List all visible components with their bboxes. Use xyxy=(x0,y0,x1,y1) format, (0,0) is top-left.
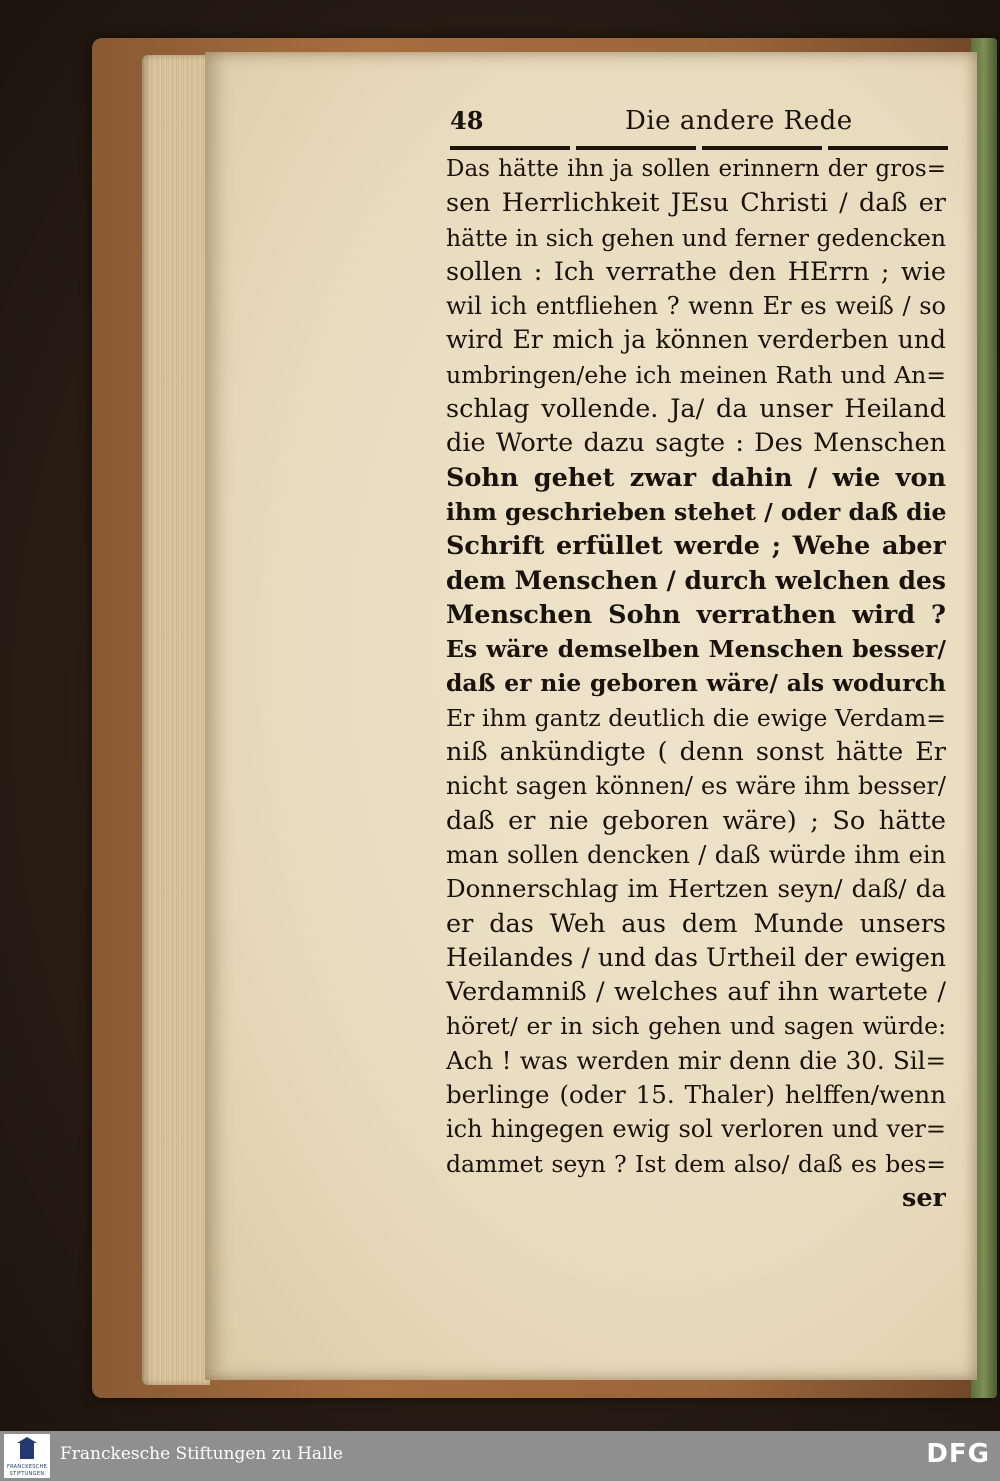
text-line: Das hätte ihn ja sollen erinnern der gros= xyxy=(446,156,946,182)
text-line: Verdamniß / welches auf ihn wartete / xyxy=(446,977,946,1008)
franckesche-stiftungen-logo[interactable] xyxy=(4,1434,50,1478)
logo-text: FRANCKESCHE xyxy=(6,1464,48,1470)
text-line: ihm geschrieben stehet / oder daß die xyxy=(446,497,946,526)
dfg-logo[interactable]: DFG xyxy=(926,1439,990,1469)
text-line: dem Menschen / durch welchen des xyxy=(446,565,946,595)
building-icon-body xyxy=(20,1441,34,1459)
page-number: 48 xyxy=(450,106,484,135)
text-line: Ach ! was werden mir denn die 30. Sil= xyxy=(446,1045,946,1075)
text-line: höret/ er in sich gehen und sagen würde: xyxy=(446,1012,946,1041)
body-text xyxy=(446,152,946,1215)
running-head: Die andere Rede xyxy=(625,106,853,136)
text-line: Donnerschlag im Hertzen seyn/ daß/ da xyxy=(446,874,946,904)
text-line: Es wäre demselben Menschen besser/ xyxy=(446,635,946,664)
text-line: die Worte dazu sagte : Des Menschen xyxy=(446,428,946,459)
institution-name[interactable]: Franckesche Stiftungen zu Halle xyxy=(60,1444,343,1464)
text-line: daß er nie geboren wäre/ als wodurch xyxy=(446,669,946,698)
header-rule xyxy=(450,146,950,150)
text-line: Menschen Sohn verrathen wird ? xyxy=(446,599,946,630)
text-line: schlag vollende. Ja/ da unser Heiland xyxy=(446,394,946,425)
text-line: daß er nie geboren wäre) ; So hätte xyxy=(446,805,946,836)
viewer-footer xyxy=(0,1431,1000,1481)
text-line: nicht sagen können/ es wäre ihm besser/ xyxy=(446,772,946,801)
page-edges xyxy=(142,55,210,1385)
text-line: hätte in sich gehen und ferner gedencken xyxy=(446,223,946,252)
text-line: berlinge (oder 15. Thaler) helffen/wenn xyxy=(446,1080,946,1110)
text-line: Schrift erfüllet werde ; Wehe aber xyxy=(446,531,946,562)
text-line: wird Er mich ja können verderben und xyxy=(446,325,946,355)
text-line: niß ankündigte ( denn sonst hätte Er xyxy=(446,737,946,768)
text-line: Er ihm gantz deutlich die ewige Verdam= xyxy=(446,703,946,732)
text-line: umbringen/ehe ich meinen Rath und An= xyxy=(446,360,946,389)
text-line: Sohn gehet zwar dahin / wie von xyxy=(446,462,946,493)
text-line: Heilandes / und das Urtheil der ewigen xyxy=(446,942,946,972)
text-line: man sollen dencken / daß würde ihm ein xyxy=(446,840,946,869)
text-line: wil ich entfliehen ? wenn Er es weiß / so xyxy=(446,292,946,321)
logo-text: STIFTUNGEN xyxy=(9,1471,45,1477)
catchword: ser xyxy=(901,1182,946,1213)
text-line: ich hingegen ewig sol verloren und ver= xyxy=(446,1115,946,1144)
page-header xyxy=(450,104,950,144)
text-line: dammet seyn ? Ist dem also/ daß es bes= xyxy=(446,1149,946,1178)
text-line: sen Herrlichkeit JEsu Christi / daß er xyxy=(446,188,946,219)
text-line: er das Weh aus dem Munde unsers xyxy=(446,908,946,939)
text-line: sollen : Ich verrathe den HErrn ; wie xyxy=(446,256,946,287)
